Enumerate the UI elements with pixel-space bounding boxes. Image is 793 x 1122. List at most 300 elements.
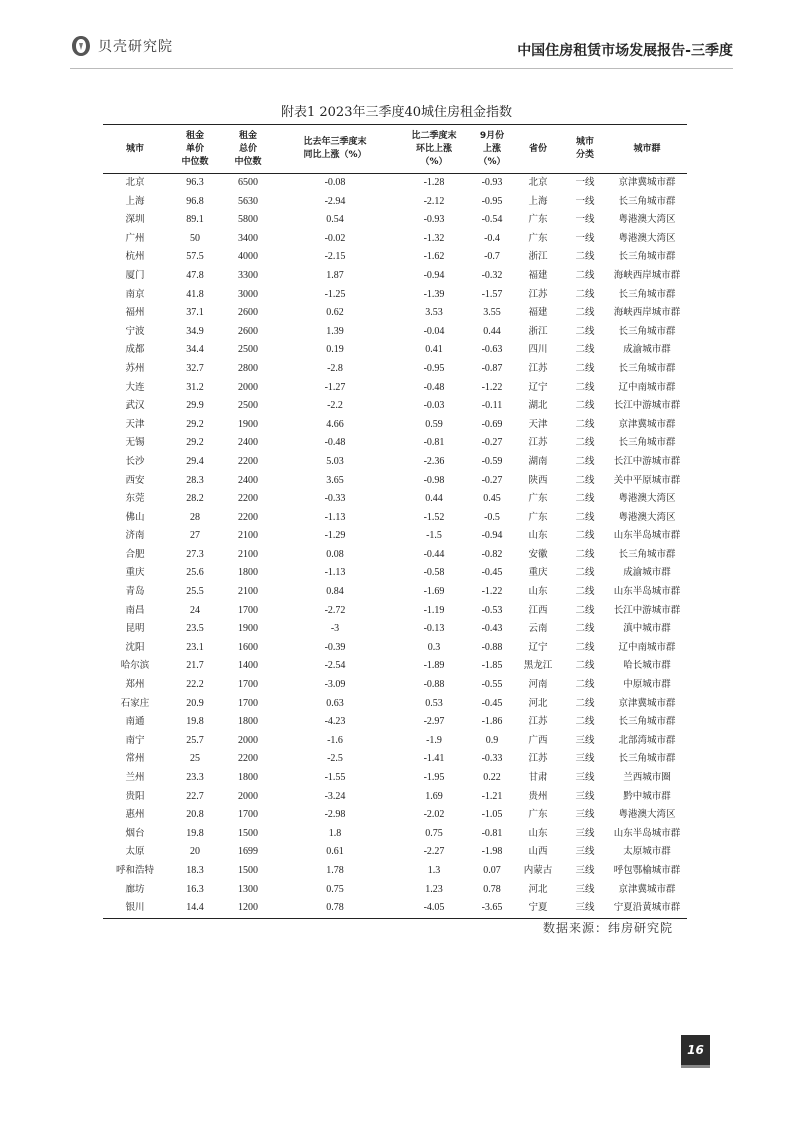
cell-yoy-change: 0.19 [326, 344, 344, 356]
cell-province: 江苏 [528, 437, 548, 449]
cell-city-tier: 三线 [575, 864, 595, 876]
cell-unit-rent-median: 28.3 [186, 474, 204, 486]
cell-province: 江苏 [528, 753, 548, 765]
cell-city: 济南 [125, 530, 145, 542]
table-row [103, 527, 687, 546]
cell-city: 武汉 [125, 400, 145, 412]
brand-name: 贝壳研究院 [98, 39, 173, 55]
table-row [103, 490, 687, 509]
cell-total-rent-median: 2200 [238, 493, 258, 505]
cell-yoy-change: 1.87 [326, 269, 344, 281]
cell-sep-change: -1.98 [481, 846, 503, 858]
cell-province: 甘肃 [528, 772, 548, 783]
table-row [103, 453, 687, 472]
cell-city: 无锡 [125, 437, 145, 449]
cell-sep-change: 0.07 [483, 864, 501, 876]
cell-sep-change: -0.43 [481, 623, 503, 635]
cell-city: 南宁 [125, 734, 145, 746]
cell-unit-rent-median: 29.9 [186, 400, 204, 412]
cell-city-cluster: 成渝城市群 [623, 567, 671, 579]
cell-city: 重庆 [125, 567, 145, 579]
table-header-row [103, 125, 687, 174]
cell-qoq-change: -1.32 [423, 232, 445, 244]
table-row [103, 583, 687, 602]
cell-city-cluster: 太原城市群 [623, 846, 671, 858]
cell-city-tier: 二线 [575, 697, 595, 709]
cell-total-rent-median: 2000 [238, 734, 258, 746]
cell-city-tier: 二线 [575, 288, 595, 300]
cell-yoy-change: 0.62 [326, 307, 344, 319]
table-row [103, 472, 687, 491]
cell-yoy-change: -0.39 [324, 641, 346, 653]
cell-qoq-change: -1.89 [423, 660, 445, 672]
cell-sep-change: -0.81 [481, 827, 503, 839]
cell-sep-change: -0.53 [481, 604, 503, 616]
cell-qoq-change: -2.97 [423, 716, 445, 728]
cell-qoq-change: -0.44 [423, 548, 445, 560]
cell-city: 宁波 [125, 325, 145, 337]
cell-city: 贵阳 [125, 790, 145, 802]
cell-unit-rent-median: 32.7 [186, 362, 204, 374]
cell-city-cluster: 长三角城市群 [618, 548, 676, 560]
column-header-city-tier: 城市 分类 [575, 137, 594, 160]
cell-city-cluster: 辽中南城市群 [618, 381, 676, 393]
cell-yoy-change: -2.98 [324, 809, 346, 821]
cell-total-rent-median: 1800 [238, 772, 258, 783]
cell-city-cluster: 长江中游城市群 [613, 604, 681, 616]
cell-city: 呼和浩特 [115, 864, 154, 876]
cell-province: 河南 [528, 679, 548, 691]
cell-city-cluster: 山东半岛城市群 [613, 586, 681, 598]
cell-province: 陕西 [528, 474, 548, 486]
cell-sep-change: -0.94 [481, 530, 503, 542]
cell-province: 江苏 [528, 288, 548, 300]
table-row [103, 509, 687, 528]
cell-yoy-change: -1.29 [324, 530, 346, 542]
cell-province: 浙江 [528, 325, 548, 337]
table-row [103, 843, 687, 862]
cell-qoq-change: 0.59 [425, 418, 443, 430]
cell-city-tier: 二线 [575, 474, 595, 486]
cell-unit-rent-median: 19.8 [186, 716, 204, 728]
cell-sep-change: -3.65 [481, 902, 503, 914]
cell-total-rent-median: 3300 [238, 269, 258, 281]
cell-sep-change: -0.54 [481, 214, 503, 226]
cell-unit-rent-median: 25.6 [186, 567, 204, 579]
cell-city-tier: 三线 [575, 809, 595, 821]
cell-city-cluster: 长三角城市群 [618, 195, 676, 207]
cell-qoq-change: -1.28 [423, 177, 445, 188]
page-number: 16 [687, 1043, 704, 1057]
cell-city: 天津 [125, 418, 145, 430]
cell-yoy-change: -2.15 [324, 251, 346, 263]
cell-yoy-change: -0.33 [324, 493, 346, 505]
report-title: 中国住房租赁市场发展报告-三季度 [517, 43, 733, 59]
table-row [103, 360, 687, 379]
cell-city: 西安 [125, 474, 145, 486]
cell-qoq-change: -1.39 [423, 288, 445, 300]
cell-total-rent-median: 1700 [238, 604, 258, 616]
cell-unit-rent-median: 47.8 [186, 269, 204, 281]
cell-unit-rent-median: 23.5 [186, 623, 204, 635]
cell-total-rent-median: 1500 [238, 864, 258, 876]
cell-qoq-change: -0.94 [423, 269, 445, 281]
table-row [103, 304, 687, 323]
cell-yoy-change: -2.72 [324, 604, 346, 616]
cell-city: 长沙 [125, 455, 145, 467]
cell-yoy-change: 0.61 [326, 846, 344, 858]
cell-sep-change: -0.63 [481, 344, 503, 356]
cell-sep-change: 0.78 [483, 883, 501, 895]
cell-unit-rent-median: 50 [190, 232, 200, 244]
cell-province: 河北 [528, 883, 548, 895]
cell-city-tier: 三线 [575, 772, 595, 783]
cell-city: 烟台 [125, 827, 145, 839]
cell-city: 南京 [125, 288, 145, 300]
table-row [103, 825, 687, 844]
cell-city: 南通 [125, 716, 145, 728]
cell-city-cluster: 成渝城市群 [623, 344, 671, 356]
cell-yoy-change: 1.39 [326, 325, 344, 337]
cell-city-tier: 三线 [575, 734, 595, 746]
cell-province: 山东 [528, 530, 548, 542]
cell-yoy-change: -2.2 [327, 400, 343, 412]
cell-province: 四川 [528, 344, 548, 356]
cell-city-tier: 一线 [575, 232, 595, 244]
table-row [103, 732, 687, 751]
cell-yoy-change: 1.8 [328, 827, 342, 839]
cell-unit-rent-median: 20.8 [186, 809, 204, 821]
cell-total-rent-median: 2600 [238, 307, 258, 319]
cell-qoq-change: -0.81 [423, 437, 445, 449]
cell-unit-rent-median: 27.3 [186, 548, 204, 560]
cell-sep-change: -0.93 [481, 177, 503, 188]
cell-unit-rent-median: 89.1 [186, 214, 204, 226]
cell-city: 苏州 [125, 362, 145, 374]
cell-city: 大连 [125, 381, 145, 393]
cell-sep-change: -0.27 [481, 437, 503, 449]
cell-city-cluster: 北部湾城市群 [618, 734, 676, 746]
cell-city-tier: 三线 [575, 753, 595, 765]
cell-sep-change: -1.86 [481, 716, 503, 728]
cell-total-rent-median: 1800 [238, 716, 258, 728]
cell-unit-rent-median: 25.5 [186, 586, 204, 598]
cell-city-cluster: 京津冀城市群 [618, 883, 676, 895]
cell-yoy-change: 0.54 [326, 214, 344, 226]
cell-city-tier: 二线 [575, 362, 595, 374]
cell-total-rent-median: 2500 [238, 344, 258, 356]
cell-sep-change: -0.55 [481, 679, 503, 691]
cell-yoy-change: -2.54 [324, 660, 346, 672]
cell-province: 内蒙古 [523, 864, 553, 876]
cell-city-tier: 二线 [575, 511, 595, 523]
cell-province: 云南 [528, 623, 548, 635]
cell-city-cluster: 长江中游城市群 [613, 455, 681, 467]
cell-unit-rent-median: 29.4 [186, 455, 204, 467]
table-caption: 附表1 2023年三季度40城住房租金指数 [280, 105, 513, 120]
cell-qoq-change: -0.48 [423, 381, 445, 393]
cell-sep-change: 0.9 [485, 734, 499, 746]
cell-total-rent-median: 1200 [238, 902, 258, 914]
cell-yoy-change: -1.6 [327, 734, 343, 746]
cell-city: 哈尔滨 [120, 660, 150, 672]
cell-city-tier: 二线 [575, 623, 595, 635]
cell-qoq-change: -1.41 [423, 753, 445, 765]
cell-total-rent-median: 2500 [238, 400, 258, 412]
table-row [103, 434, 687, 453]
cell-qoq-change: 1.3 [427, 864, 441, 876]
table-row [103, 323, 687, 342]
cell-unit-rent-median: 20.9 [186, 697, 204, 709]
cell-qoq-change: -0.95 [423, 362, 445, 374]
cell-total-rent-median: 1900 [238, 418, 258, 430]
cell-total-rent-median: 1700 [238, 679, 258, 691]
cell-yoy-change: 0.75 [326, 883, 344, 895]
cell-yoy-change: 0.84 [326, 586, 344, 598]
cell-city: 昆明 [125, 623, 145, 635]
cell-city-cluster: 黔中城市群 [623, 790, 671, 802]
cell-city-cluster: 关中平原城市群 [613, 474, 681, 486]
cell-qoq-change: -1.69 [423, 586, 445, 598]
cell-province: 山东 [528, 586, 548, 598]
cell-unit-rent-median: 22.2 [186, 679, 204, 691]
cell-city-tier: 二线 [575, 400, 595, 412]
cell-province: 广西 [528, 734, 548, 746]
cell-yoy-change: -0.02 [324, 232, 346, 244]
cell-qoq-change: -2.27 [423, 846, 445, 858]
cell-city-tier: 三线 [575, 883, 595, 895]
cell-qoq-change: -0.03 [423, 400, 445, 412]
cell-city: 合肥 [125, 548, 145, 560]
cell-yoy-change: 0.78 [326, 902, 344, 914]
cell-total-rent-median: 2400 [238, 437, 258, 449]
cell-qoq-change: -1.52 [423, 511, 445, 523]
cell-sep-change: -0.4 [484, 232, 500, 244]
cell-qoq-change: 0.3 [427, 641, 441, 653]
cell-total-rent-median: 5800 [238, 214, 258, 226]
cell-province: 辽宁 [528, 641, 548, 653]
cell-total-rent-median: 1800 [238, 567, 258, 579]
cell-province: 辽宁 [528, 381, 548, 393]
cell-city-cluster: 辽中南城市群 [618, 641, 676, 653]
cell-unit-rent-median: 23.1 [186, 641, 204, 653]
cell-unit-rent-median: 57.5 [186, 251, 204, 263]
cell-qoq-change: -2.02 [423, 809, 445, 821]
cell-province: 重庆 [528, 567, 548, 579]
cell-province: 浙江 [528, 251, 548, 263]
cell-sep-change: 0.44 [483, 325, 501, 337]
table-row [103, 657, 687, 676]
cell-city-cluster: 长江中游城市群 [613, 400, 681, 412]
cell-total-rent-median: 1300 [238, 883, 258, 895]
cell-province: 黑龙江 [523, 660, 553, 672]
cell-province: 河北 [528, 697, 548, 709]
cell-city: 杭州 [125, 251, 145, 263]
cell-city-cluster: 山东半岛城市群 [613, 827, 681, 839]
table-row [103, 750, 687, 769]
cell-city: 深圳 [125, 214, 145, 226]
cell-total-rent-median: 1700 [238, 697, 258, 709]
cell-yoy-change: -2.94 [324, 195, 346, 207]
cell-unit-rent-median: 27 [190, 530, 200, 542]
cell-province: 广东 [528, 232, 548, 244]
cell-qoq-change: -1.19 [423, 604, 445, 616]
cell-city-cluster: 哈长城市群 [623, 660, 671, 672]
cell-city-cluster: 粤港澳大湾区 [618, 493, 676, 505]
table-row [103, 193, 687, 212]
cell-city-tier: 二线 [575, 269, 595, 281]
cell-sep-change: -1.21 [481, 790, 503, 802]
cell-city-tier: 二线 [575, 307, 595, 319]
cell-province: 广东 [528, 493, 548, 505]
cell-sep-change: -0.88 [481, 641, 503, 653]
cell-qoq-change: -1.62 [423, 251, 445, 263]
cell-total-rent-median: 1400 [238, 660, 258, 672]
cell-unit-rent-median: 28 [190, 511, 200, 523]
table-row [103, 713, 687, 732]
table-row [103, 881, 687, 900]
cell-unit-rent-median: 14.4 [186, 902, 204, 914]
cell-city: 成都 [125, 344, 145, 356]
column-header-sep-change: 9月份 上涨 （%） [478, 130, 506, 167]
cell-city-tier: 一线 [575, 177, 595, 188]
cell-province: 贵州 [528, 790, 548, 802]
cell-total-rent-median: 5630 [238, 195, 258, 207]
cell-city: 兰州 [125, 772, 145, 783]
data-source-note: 数据来源：纬房研究院 [542, 921, 673, 935]
cell-city-tier: 二线 [575, 604, 595, 616]
cell-city-cluster: 长三角城市群 [618, 362, 676, 374]
cell-city-cluster: 宁夏沿黄城市群 [613, 902, 681, 914]
cell-city-tier: 二线 [575, 455, 595, 467]
cell-province: 宁夏 [528, 902, 548, 914]
cell-city: 南昌 [125, 604, 145, 616]
cell-city-tier: 三线 [575, 902, 595, 914]
table-row [103, 379, 687, 398]
table-row [103, 899, 687, 918]
cell-qoq-change: -0.04 [423, 325, 445, 337]
cell-total-rent-median: 2000 [238, 381, 258, 393]
cell-total-rent-median: 1500 [238, 827, 258, 839]
table-row [103, 769, 687, 788]
table-body [103, 174, 687, 919]
cell-total-rent-median: 2100 [238, 530, 258, 542]
cell-unit-rent-median: 19.8 [186, 827, 204, 839]
cell-total-rent-median: 3000 [238, 288, 258, 300]
cell-city-cluster: 粤港澳大湾区 [618, 511, 676, 523]
cell-yoy-change: -3.09 [324, 679, 346, 691]
cell-city: 厦门 [125, 269, 145, 281]
cell-total-rent-median: 3400 [238, 232, 258, 244]
cell-unit-rent-median: 24 [190, 604, 200, 616]
page-number-box [681, 1035, 710, 1068]
cell-city: 沈阳 [125, 641, 145, 653]
cell-yoy-change: -2.8 [327, 362, 343, 374]
cell-city-tier: 二线 [575, 344, 595, 356]
table-row [103, 788, 687, 807]
cell-total-rent-median: 2200 [238, 511, 258, 523]
cell-province: 江苏 [528, 362, 548, 374]
cell-unit-rent-median: 16.3 [186, 883, 204, 895]
cell-city-cluster: 兰西城市圈 [623, 772, 671, 783]
cell-city-tier: 二线 [575, 325, 595, 337]
cell-unit-rent-median: 37.1 [186, 307, 204, 319]
cell-city-tier: 二线 [575, 548, 595, 560]
cell-qoq-change: 1.23 [425, 883, 443, 895]
table-row [103, 341, 687, 360]
cell-city-cluster: 海峡西岸城市群 [613, 269, 681, 281]
cell-province: 福建 [528, 307, 548, 319]
cell-sep-change: 0.22 [483, 772, 501, 783]
cell-qoq-change: -2.12 [423, 195, 445, 207]
cell-city-tier: 二线 [575, 641, 595, 653]
cell-city-cluster: 长三角城市群 [618, 288, 676, 300]
cell-province: 广东 [528, 214, 548, 226]
cell-city: 惠州 [125, 809, 145, 821]
cell-city-cluster: 长三角城市群 [618, 251, 676, 263]
cell-city: 郑州 [125, 679, 145, 691]
cell-total-rent-median: 2800 [238, 362, 258, 374]
cell-yoy-change: 0.08 [326, 548, 344, 560]
table-row [103, 267, 687, 286]
cell-city-tier: 二线 [575, 493, 595, 505]
cell-sep-change: 0.45 [483, 493, 501, 505]
brand-logo [70, 34, 173, 58]
cell-yoy-change: 3.65 [326, 474, 344, 486]
cell-city-tier: 二线 [575, 716, 595, 728]
column-header-qoq-change: 比二季度末 环比上涨 （%） [411, 130, 457, 167]
table-row [103, 620, 687, 639]
cell-sep-change: -0.45 [481, 567, 503, 579]
cell-city: 北京 [125, 177, 145, 188]
cell-yoy-change: 0.63 [326, 697, 344, 709]
cell-city-tier: 一线 [575, 195, 595, 207]
cell-yoy-change: -0.08 [324, 177, 346, 188]
cell-city: 银川 [125, 902, 145, 914]
cell-sep-change: 3.55 [483, 307, 501, 319]
cell-yoy-change: -1.13 [324, 511, 346, 523]
cell-city: 东莞 [125, 493, 145, 505]
cell-total-rent-median: 1700 [238, 809, 258, 821]
cell-city-tier: 二线 [575, 586, 595, 598]
cell-qoq-change: -0.58 [423, 567, 445, 579]
cell-province: 上海 [528, 195, 548, 207]
cell-city: 廊坊 [125, 883, 145, 895]
cell-qoq-change: -2.36 [423, 455, 445, 467]
table-row [103, 676, 687, 695]
cell-yoy-change: -4.23 [324, 716, 346, 728]
cell-unit-rent-median: 34.9 [186, 325, 204, 337]
cell-city: 太原 [125, 846, 145, 858]
cell-city-cluster: 长三角城市群 [618, 716, 676, 728]
cell-yoy-change: -3.24 [324, 790, 346, 802]
cell-city-tier: 二线 [575, 679, 595, 691]
cell-total-rent-median: 4000 [238, 251, 258, 263]
cell-city: 广州 [125, 232, 145, 244]
cell-total-rent-median: 2000 [238, 790, 258, 802]
cell-unit-rent-median: 29.2 [186, 437, 204, 449]
table-row [103, 602, 687, 621]
cell-province: 广东 [528, 809, 548, 821]
cell-city: 福州 [125, 307, 145, 319]
cell-unit-rent-median: 29.2 [186, 418, 204, 430]
cell-city-cluster: 呼包鄂榆城市群 [613, 864, 681, 876]
cell-yoy-change: -1.25 [324, 288, 346, 300]
cell-province: 天津 [528, 418, 548, 430]
cell-sep-change: -0.11 [481, 400, 503, 412]
cell-sep-change: -0.32 [481, 269, 503, 281]
cell-sep-change: -1.85 [481, 660, 503, 672]
